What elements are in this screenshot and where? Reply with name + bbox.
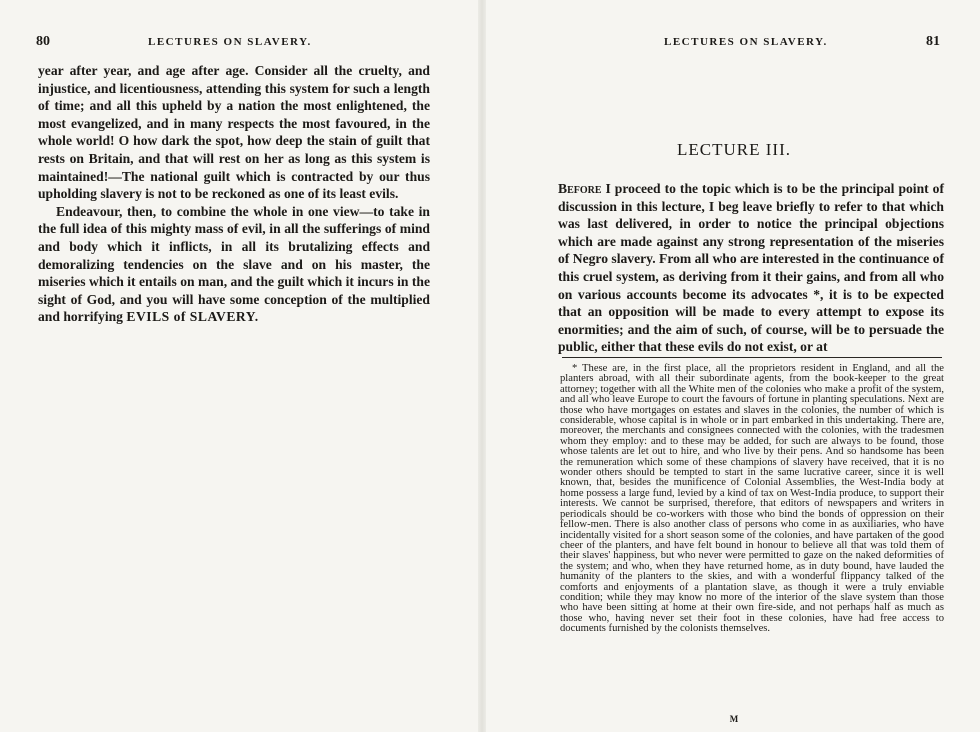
- right-running-head: LECTURES ON SLAVERY.: [664, 36, 828, 48]
- left-running-head: LECTURES ON SLAVERY.: [148, 36, 312, 48]
- lecture-title: LECTURE III.: [677, 140, 791, 159]
- right-paragraph: [558, 180, 944, 356]
- right-page-number: 81: [926, 34, 940, 49]
- opening-word: Before: [558, 181, 602, 196]
- right-page: [488, 0, 980, 732]
- right-paragraph-text: I proceed to the topic which is to be the principal point of discussion in this lecture, I beg leave briefly to refer to that which was last delivered, in order to notice the principal objections which are made against any strong representation of the miseries of Negro slavery. From all who are interested in the continuance of this cruel system, as deriving from it their gains, and from all who on various accounts become its advocates *, it is to be expected that an opposition will be made to every attempt to expose its enormities; and the aim of such, of course, will be to persuade the public, either that these evils do not exist, or at: [558, 181, 944, 355]
- footnote: [560, 364, 944, 635]
- left-paragraph-2-text: Endeavour, then, to combine the whole in one view—to take in the full idea of this mighty mass of evil, in all the sufferings of mind and body which it inflicts, in all its brutalizing effects and demoralizing tendencies on the slave and on his master, the miseries which it entails on man, and the guilt which it incurs in the sight of God, and you will have some conception of the multiplied and horrifying: [38, 203, 430, 325]
- right-body-text: [558, 180, 944, 356]
- footnote-divider: [562, 357, 942, 358]
- left-page-number: 80: [36, 34, 50, 49]
- book-gutter: [478, 0, 486, 732]
- signature-mark: M: [729, 714, 739, 724]
- left-paragraph-1: year after year, and age after age. Consider all the cruelty, and injustice, and licentiousness, attending this system for such a length of time; and all this upheld by a nation the most enlightened, the most evangelized, and in many respects the most favoured, in the whole world! O how dark the spot, how deep the stain of guilt that rests on Britain, and that will rest on her as long as this system is maintained!—The national guilt which is contracted by our thus upholding slavery is not to be reckoned as one of its least evils.: [38, 63, 430, 202]
- left-body-text: [38, 62, 430, 326]
- left-page: [0, 0, 476, 732]
- footnote-text: * These are, in the first place, all the proprietors resident in England, and all the planters abroad, with all their subordinate agents, from the book-keeper to the great attorney; together with all the White men of the colonies who make a profit of the system, and all who leave Europe to court the favours of fortune in planting speculations. Next are those who have mortgages on estates and slaves in the colonies, the number of which is considerable, whose capital is in whole or in part embarked in this undertaking. There are, moreover, the merchants and consignees connected with the colonies, with the tradesmen whom they employ: and to these may be added, for such are always to be found, those whose talents are let out to hire, and who live by their pens. And so handsome has been the remuneration which some of these champions of slavery have received, that it is no wonder others should be tempted to start in the same lucrative career, since it is well known, that, besides the munificence of Colonial Assemblies, the West-India body at home possess a large fund, levied by a kind of tax on West-India produce, to support their interests. We cannot be surprised, therefore, that editors of newspapers and writers in periodicals should be co-workers with those who bind the bonds of oppression on their fellow-men. There is also another class of persons who come in as auxiliaries, who have incidentally visited for a short season some of the colonies, and have partaken of the good cheer of the planters, and have felt bound in honour to believe all that was told them of their slaves' happiness, but who never were permitted to gaze on the naked deformities of the system; and who, when they have returned home, as in duty bound, have lauded the humanity of the planters to the skies, and with a wonderful flippancy talked of the comforts and enjoyments of a plantation slave, as though it were a truly enviable condition; while they may know no more of the interior of the slave system than those who have been sitting at home at their own fire-side, and not perhaps half as much as those who, having never set their foot in these colonies, have had free access to documents furnished by the colonists themselves.: [560, 363, 944, 635]
- left-paragraph-2-emphasis: EVILS of SLAVERY.: [126, 309, 259, 325]
- left-paragraph-2: [38, 203, 430, 326]
